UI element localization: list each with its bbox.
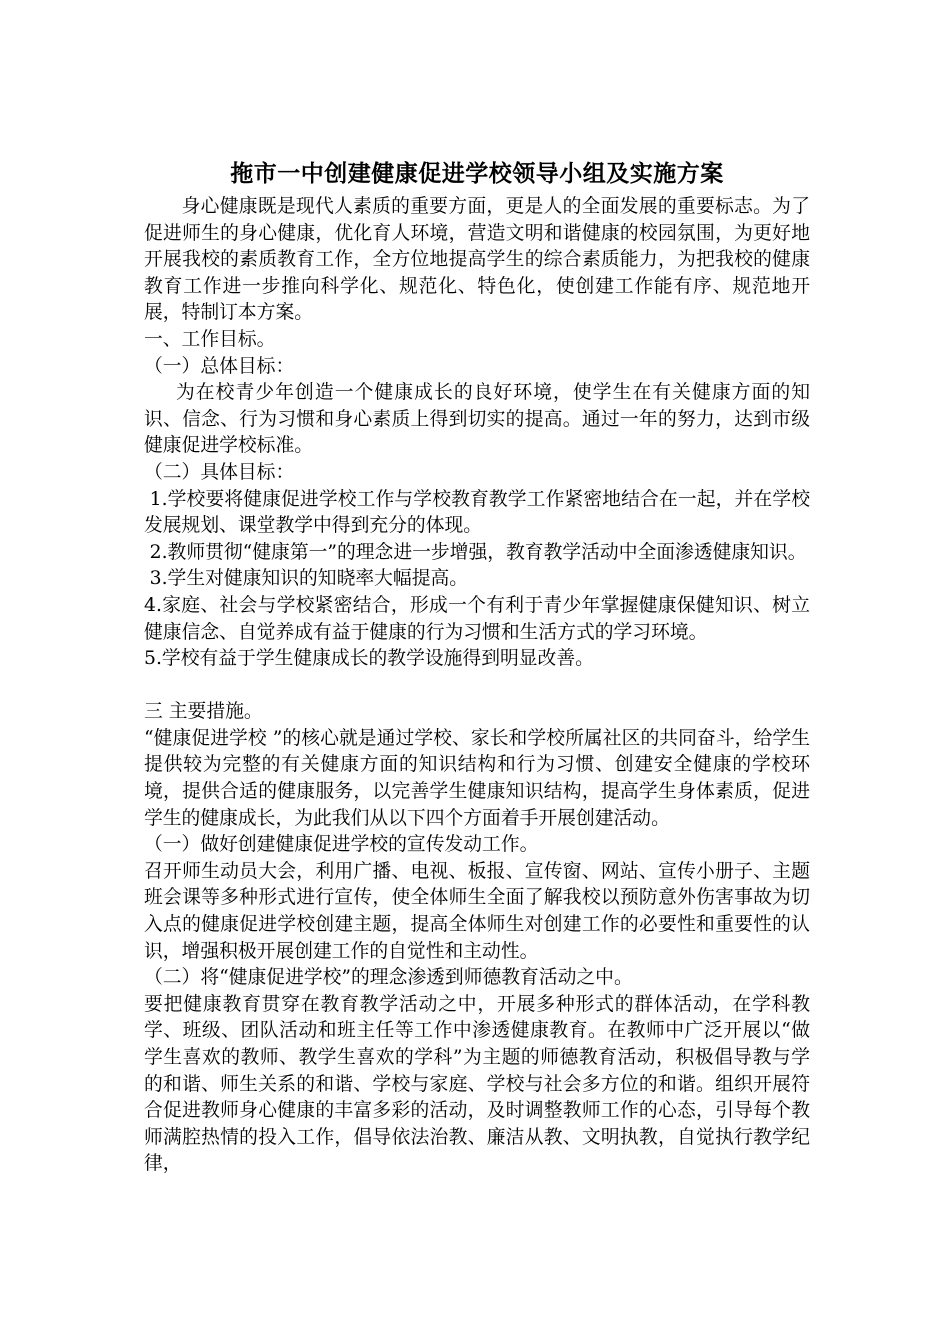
goal-item: 1.学校要将健康促进学校工作与学校教育教学工作紧密地结合在一起，并在学校发展规划、课堂教学中得到充分的体现。 (144, 488, 810, 537)
blank-line (144, 673, 810, 700)
subsection-heading: （一）做好创建健康促进学校的宣传发动工作。 (144, 834, 539, 856)
intro-paragraph: 身心健康既是现代人素质的重要方面，更是人的全面发展的重要标志。为了促进师生的身心健康，优化育人环境，营造文明和谐健康的校园氛围，为更好地开展我校的素质教育工作，全方位地提高学生的综合素质能力，为把我校的健康教育工作进一步推向科学化、规范化、特色化，使创建工作能有序、规范地开展，特制订本方案。 (144, 196, 810, 324)
goal-item: 2.教师贯彻“健康第一”的理念进一步增强，教育教学活动中全面渗透健康知识。 (149, 541, 807, 563)
section-heading: 一、工作目标。 (144, 328, 276, 350)
goal-item: 3.学生对健康知识的知晓率大幅提高。 (149, 568, 469, 590)
measures-intro-paragraph: “健康促进学校 ”的核心就是通过学校、家长和学校所属社区的共同奋斗，给学生提供较为完整的有关健康方面的知识结构和行为习惯、创建安全健康的学校环境，提供合适的健康服务，以完善学生健康知识结构，提高学生身体素质，促进学生的健康成长，为此我们从以下四个方面着手开展创建活动。 (144, 727, 810, 829)
measure-paragraph: 召开师生动员大会，利用广播、电视、板报、宣传窗、网站、宣传小册子、主题班会课等多种形式进行宣传，使全体师生全面了解我校以预防意外伤害事故为切入点的健康促进学校创建主题，提高全体师生对创建工作的必要性和重要性的认识，增强积极开展创建工作的自觉性和主动性。 (144, 860, 810, 962)
subsection-heading: （二）具体目标： (144, 461, 295, 483)
goal-item: 4.家庭、社会与学校紧密结合，形成一个有利于青少年掌握健康保健知识、树立健康信念、自觉养成有益于健康的行为习惯和生活方式的学习环境。 (144, 594, 810, 643)
overall-goal-paragraph: 为在校青少年创造一个健康成长的良好环境，使学生在有关健康方面的知识、信念、行为习惯和身心素质上得到切实的提高。通过一年的努力，达到市级健康促进学校标准。 (144, 382, 810, 457)
subsection-heading: （一）总体目标： (144, 355, 295, 377)
subsection-heading: （二）将“健康促进学校”的理念渗透到师德教育活动之中。 (144, 967, 633, 989)
goal-item: 5.学校有益于学生健康成长的教学设施得到明显改善。 (144, 648, 594, 670)
measure-paragraph: 要把健康教育贯穿在教育教学活动之中，开展多种形式的群体活动，在学科教学、班级、团队活动和班主任等工作中渗透健康教育。在教师中广泛开展以“做学生喜欢的教师、教学生喜欢的学科”为主题的师德教育活动，积极倡导教与学的和谐、师生关系的和谐、学校与家庭、学校与社会多方位的和谐。组织开展符合促进教师身心健康的丰富多彩的活动，及时调整教师工作的心态，引导每个教师满腔热情的投入工作，倡导依法治教、廉洁从教、文明执教，自觉执行教学纪律， (144, 993, 810, 1175)
document-page (144, 156, 810, 1178)
document-title: 拖市一中创建健康促进学校领导小组及实施方案 (230, 160, 724, 187)
section-heading: 三 主要措施。 (144, 701, 263, 723)
